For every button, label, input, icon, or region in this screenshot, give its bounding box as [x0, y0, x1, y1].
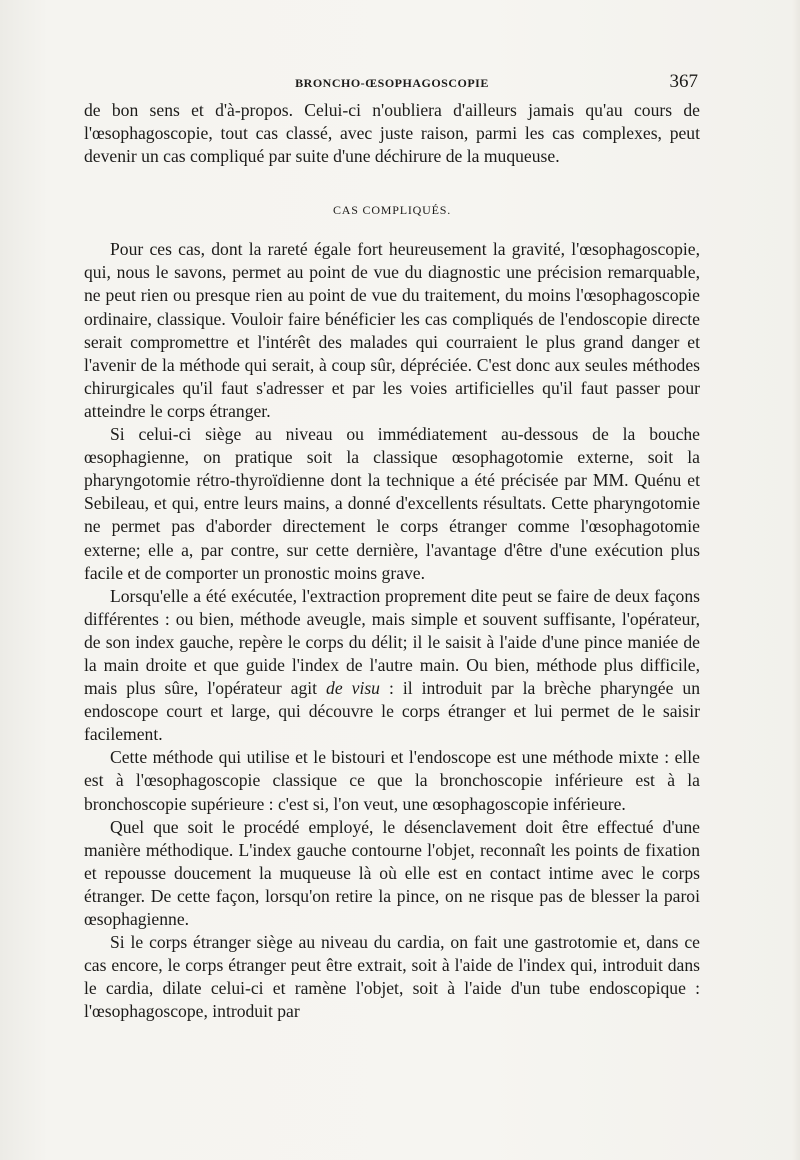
section-heading: CAS COMPLIQUÉS.	[332, 203, 452, 218]
paragraph-1: Pour ces cas, dont la rareté égale fort heureusement la gravité, l'œsophagoscopie, qui, nous le savons, permet au point de vue du diagnostic une précision remarquable, ne peut rien ou presque rien au point de vue du traitement, du moins l'œsophagoscopie ordinaire, classique. Vouloir faire bénéficier les cas compliqués de l'endoscopie directe serait compromettre et l'intérêt des malades qui courraient le plus grand danger et l'avenir de la méthode qui serait, à coup sûr, dépréciée. C'est donc aux seules méthodes chirurgicales qu'il faut s'adresser et par les voies artificielles qu'il faut passer pour atteindre le corps étranger.	[84, 239, 700, 421]
running-head	[84, 71, 700, 98]
paragraph-4: Cette méthode qui utilise et le bistouri et l'endoscope est une méthode mixte : elle est à l'œsophagoscopie classique ce que la bronchoscopie inférieure est à la bronchoscopie supérieure : c'est si, l'on veut, une œsophagoscopie inférieure.	[84, 747, 700, 814]
paragraph-5: Quel que soit le procédé employé, le désenclavement doit être effectué d'une manière méthodique. L'index gauche contourne l'objet, reconnaît les points de fixation et repousse doucement la muqueuse là où elle est en contact intime avec le corps étranger. De cette façon, lorsqu'on retire la pince, on ne risque pas de blesser la paroi œsophagienne.	[84, 816, 700, 929]
running-title: BRONCHO-ŒSOPHAGOSCOPIE	[295, 76, 489, 90]
paragraph-3	[84, 585, 700, 747]
italic-de-visu: de visu	[326, 678, 380, 699]
paragraph-3-end: : il introduit par la brèche pharyngée un endoscope court et large, qui découvre le corps étranger et lui permet de le saisir facilement.	[84, 678, 701, 745]
paragraph-6: Si le corps étranger siège au niveau du cardia, on fait une gastrotomie et, dans ce cas encore, le corps étranger peut être extrait, soit à l'aide de l'index qui, introduit dans le cardia, dilate celui-ci et ramène l'objet, soit à l'aide d'un tube endoscopique : l'œsophagoscope, introduit par	[84, 932, 700, 1022]
paragraph-2: Si celui-ci siège au niveau ou immédiatement au-dessous de la bouche œsophagienne, on pratique soit la classique œsophagotomie externe, soit la pharyngotomie rétro-thyroïdienne dont la technique a été précisée par MM. Quénu et Sebileau, et qui, entre leurs mains, a donné d'excellents résultats. Cette pharyngotomie ne permet pas d'aborder directement le corps étranger comme l'œsophagotomie externe; elle a, par contre, sur cette dernière, l'avantage d'être d'une exécution plus facile et de comporter un pronostic moins grave.	[84, 424, 700, 583]
continuation-paragraph: de bon sens et d'à-propos. Celui-ci n'oubliera d'ailleurs jamais qu'au cours de l'œsophagoscopie, tout cas classé, avec juste raison, parmi les cas complexes, peut devenir un cas compliqué par suite d'une déchirure de la muqueuse.	[84, 100, 700, 167]
page-edge-shadow	[792, 0, 800, 1160]
page-number: 367	[669, 71, 698, 92]
paragraph-3-start: Lorsqu'elle a été exécutée, l'extraction proprement dite peut se faire de deux façons différentes : ou bien, méthode aveugle, mais simple et souvent suffisante, l'opérateur, de son index gauche, repère le corps du délit; il le saisit à l'aide d'une pince maniée de la main droite et que guide l'index de l'autre main. Ou bien, méthode plus difficile, mais plus sûre, l'opérateur agit	[84, 585, 700, 699]
body-text	[84, 99, 700, 1023]
